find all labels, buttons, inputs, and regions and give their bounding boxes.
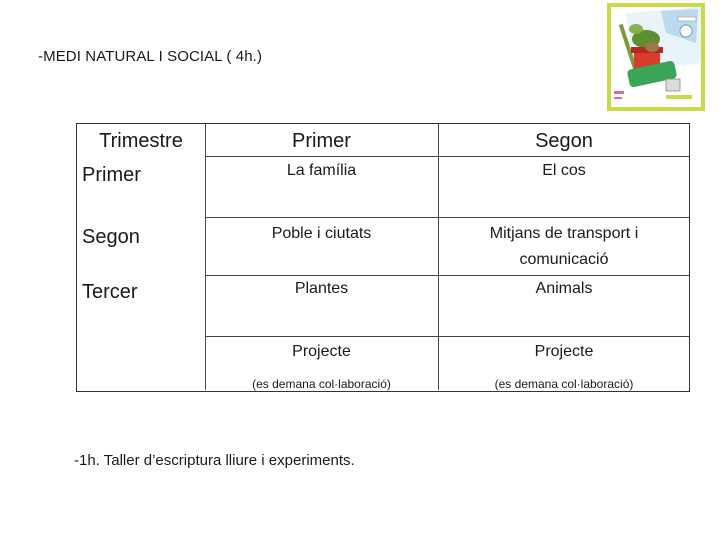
row-label-tercer: Tercer [82, 281, 138, 303]
cell-segon-col2-line2: comunicació [519, 251, 609, 268]
header-segon: Segon [535, 130, 593, 152]
header-trimestre: Trimestre [99, 130, 183, 152]
table-row-divider [206, 336, 689, 337]
cell-projecte-col1-note: (es demana col·laboració) [252, 377, 391, 391]
cell-tercer-col1: Plantes [294, 280, 349, 297]
cell-projecte-col2-note: (es demana col·laboració) [494, 377, 634, 391]
cell-projecte-col2: Projecte [534, 343, 594, 360]
cell-segon-col2-line1: Mitjans de transport i [489, 225, 639, 242]
table-row-divider [206, 275, 689, 276]
cell-projecte-col1: Projecte [292, 343, 351, 360]
table-row-divider [206, 156, 689, 157]
row-label-segon: Segon [82, 226, 140, 248]
book-cover-illustration [606, 3, 706, 111]
page-title: -MEDI NATURAL I SOCIAL ( 4h.) [38, 48, 263, 65]
cell-segon-col1: Poble i ciutats [271, 225, 372, 242]
cell-tercer-col2: Animals [535, 280, 593, 297]
cell-primer-col1: La família [286, 162, 357, 179]
row-label-primer: Primer [82, 164, 141, 186]
header-primer: Primer [292, 130, 351, 152]
cell-primer-col2: El cos [542, 162, 586, 179]
table-row-divider [206, 217, 689, 218]
footer-note: -1h. Taller d’escriptura lliure i experiments. [74, 452, 355, 469]
